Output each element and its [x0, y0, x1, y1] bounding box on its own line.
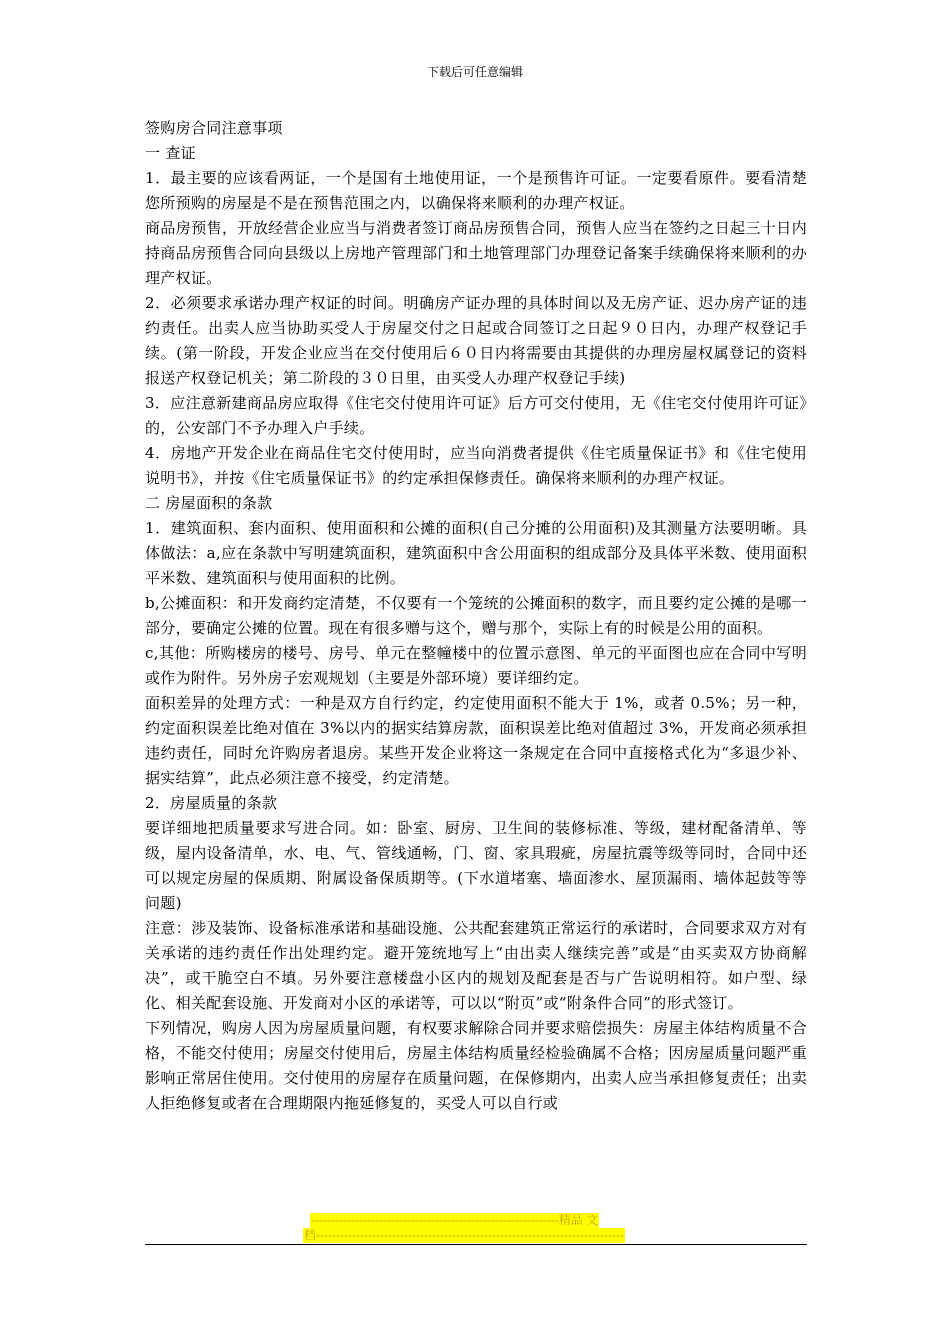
paragraph: 下列情况，购房人因为房屋质量问题，有权要求解除合同并要求赔偿损失：房屋主体结构质量不合格，不能交付使用；房屋交付使用后，房屋主体结构质量经检验确属不合格；因房屋质量问题严重影响正常居住使用。交付使用的房屋存在质量问题，在保修期内，出卖人应当承担修复责任；出卖人拒绝修复或者在合理期限内拖延修复的，买受人可以自行或: [145, 1019, 807, 1112]
page-header: 下载后可任意编辑: [426, 65, 523, 79]
section-heading: 一 查证: [145, 144, 196, 162]
paragraph: 3．应注意新建商品房应取得《住宅交付使用许可证》后方可交付使用，无《住宅交付使用许可证》的，公安部门不予办理入户手续。: [145, 394, 807, 437]
paragraph: 注意：涉及装饰、设备标准承诺和基础设施、公共配套建筑正常运行的承诺时，合同要求双方对有关承诺的违约责任作出处理约定。避开笼统地写上“由出卖人继续完善”或是“由买卖双方协商解决”，或干脆空白不填。另外要注意楼盘小区内的规划及配套是否与广告说明相符。如户型、绿化、相关配套设施、开发商对小区的承诺等，可以以“附页”或“附条件合同”的形式签订。: [145, 919, 807, 1012]
paragraph: 1．建筑面积、套内面积、使用面积和公摊的面积(自己分摊的公用面积)及其测量方法要明晰。具体做法：a,应在条款中写明建筑面积，建筑面积中含公用面积的组成部分及具体平米数、使用面积平米数、建筑面积与使用面积的比例。: [145, 519, 807, 587]
section-heading: 二 房屋面积的条款: [145, 494, 273, 512]
paragraph: 2．必须要求承诺办理产权证的时间。明确房产证办理的具体时间以及无房产证、迟办房产证的违约责任。出卖人应当协助买受人于房屋交付之日起或合同签订之日起９０日内，办理产权登记手续。(第一阶段，开发企业应当在交付使用后６０日内将需要由其提供的办理房屋权属登记的资料报送产权登记机关；第二阶段的３０日里，由买受人办理产权登记手续): [145, 294, 807, 387]
paragraph: 1．最主要的应该看两证，一个是国有土地使用证，一个是预售许可证。一定要看原件。要看清楚您所预购的房屋是不是在预售范围之内，以确保将来顺利的办理产权证。: [145, 169, 807, 212]
paragraph: 商品房预售，开放经营企业应当与消费者签订商品房预售合同，预售人应当在签约之日起三十日内持商品房预售合同向县级以上房地产管理部门和土地管理部门办理登记备案手续确保将来顺利的办理产权证。: [145, 219, 807, 287]
paragraph: 面积差异的处理方式：一种是双方自行约定，约定使用面积不能大于 1%，或者 0.5%；另一种，约定面积误差比绝对值在 3%以内的据实结算房款，面积误差比绝对值超过 3%，开发商必须承担违约责任，同时允许购房者退房。某些开发企业将这一条规定在合同中直接格式化为“多退少补、据实结算”，此点必须注意不接受，约定清楚。: [145, 694, 807, 787]
footer-divider: [145, 1244, 807, 1245]
document-body: [145, 116, 807, 1116]
document-title: 签购房合同注意事项: [145, 119, 283, 137]
paragraph: c,其他：所购楼房的楼号、房号、单元在整幢楼中的位置示意图、单元的平面图也应在合同中写明或作为附件。另外房子宏观规划（主要是外部环境）要详细约定。: [145, 644, 807, 687]
footer-watermark-line2: 档-----------------------------------------------------------------------------: [304, 1228, 624, 1242]
paragraph: 要详细地把质量要求写进合同。如：卧室、厨房、卫生间的装修标准、等级，建材配备清单、等级，屋内设备清单，水、电、气、管线通畅，门、窗、家具瑕疵，房屋抗震等级等同时，合同中还可以规定房屋的保质期、附属设备保质期等。(下水道堵塞、墙面渗水、屋顶漏雨、墙体起鼓等等问题): [145, 819, 807, 912]
paragraph: 4．房地产开发企业在商品住宅交付使用时，应当向消费者提供《住宅质量保证书》和《住宅使用说明书》，并按《住宅质量保证书》的约定承担保修责任。确保将来顺利的办理产权证。: [145, 444, 807, 487]
paragraph: b,公摊面积：和开发商约定清楚，不仅要有一个笼统的公摊面积的数字，而且要约定公摊的是哪一部分，要确定公摊的位置。现在有很多赠与这个，赠与那个，实际上有的时候是公用的面积。: [145, 594, 807, 637]
subsection-heading: 2．房屋质量的条款: [145, 794, 278, 812]
footer-watermark-line1: --------------------------------------------------------------精品 文: [311, 1213, 599, 1227]
